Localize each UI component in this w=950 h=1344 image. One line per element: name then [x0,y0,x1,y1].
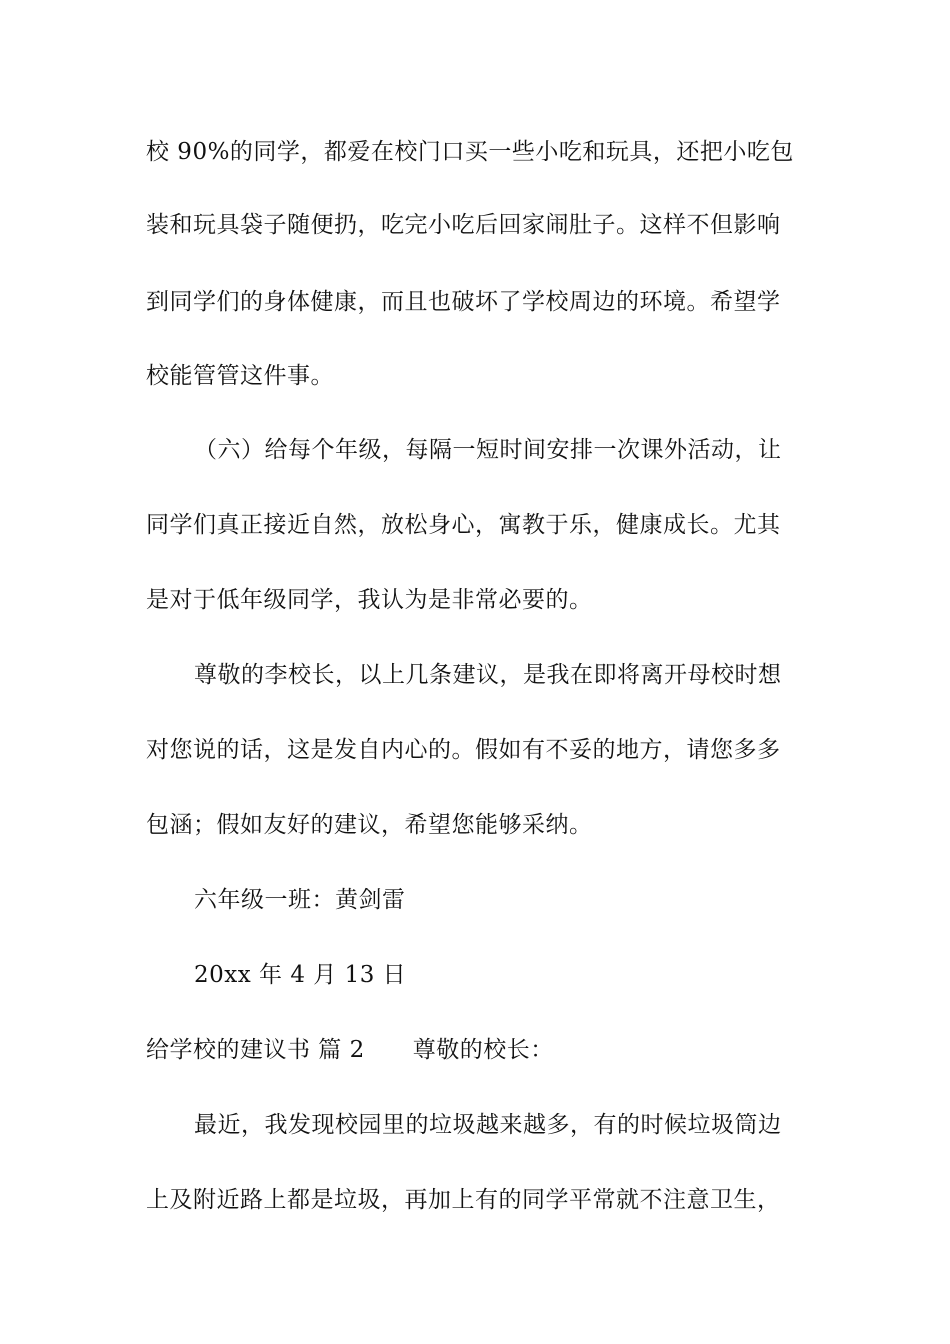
paragraph-line: 到同学们的身体健康，而且也破坏了学校周边的环境。希望学 [146,289,781,315]
paragraph-line: 校 90%的同学，都爱在校门口买一些小吃和玩具，还把小吃包 [146,139,794,165]
signature-line: 六年级一班：黄剑雷 [194,887,406,913]
section-heading [146,1035,806,1065]
paragraph-line: 包涵；假如友好的建议，希望您能够采纳。 [146,812,593,838]
paragraph-line: 是对于低年级同学，我认为是非常必要的。 [146,587,593,613]
paragraph-line: 对您说的话，这是发自内心的。假如有不妥的地方，请您多多 [146,737,781,763]
paragraph-line: 最近，我发现校园里的垃圾越来越多，有的时候垃圾筒边 [194,1112,782,1138]
paragraph-line: 尊敬的李校长，以上几条建议，是我在即将离开母校时想 [194,662,782,688]
date-line: 20xx 年 4 月 13 日 [194,962,407,988]
paragraph-line: 同学们真正接近自然，放松身心，寓教于乐，健康成长。尤其 [146,512,781,538]
salutation: 尊敬的校长： [412,1037,554,1063]
paragraph-line: 校能管管这件事。 [146,363,334,389]
section-title: 给学校的建议书 篇 2 [146,1037,365,1063]
paragraph-line: 上及附近路上都是垃圾，再加上有的同学平常就不注意卫生， [146,1187,781,1213]
paragraph-line: （六）给每个年级，每隔一短时间安排一次课外活动，让 [194,437,782,463]
paragraph-line: 装和玩具袋子随便扔，吃完小吃后回家闹肚子。这样不但影响 [146,212,781,238]
